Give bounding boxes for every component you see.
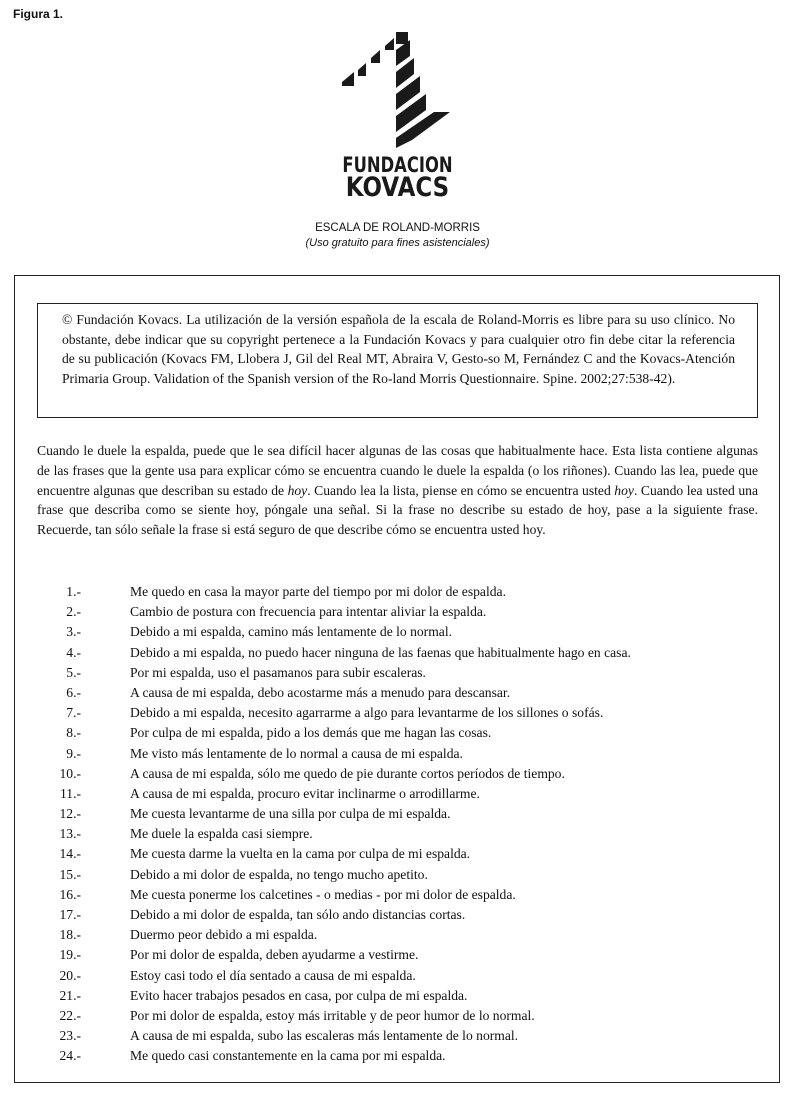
item-text: Debido a mi dolor de espalda, no tengo mucho apetito.: [130, 866, 428, 882]
list-item: [37, 986, 758, 1006]
scale-title: ESCALA DE ROLAND-MORRIS: [315, 222, 480, 234]
item-number: 19.-: [59, 947, 81, 963]
item-number: 20.-: [59, 967, 81, 983]
item-text: Me quedo en casa la mayor parte del tiempo por mi dolor de espalda.: [130, 584, 506, 599]
item-text: Debido a mi espalda, necesito agarrarme a algo para levantarme de los sillones o sofás.: [130, 705, 604, 721]
list-item: [37, 643, 758, 663]
item-text: Me cuesta ponerme los calcetines - o medias - por mi dolor de espalda.: [130, 886, 516, 902]
item-text: Por culpa de mi espalda, pido a los demás que me hagan las cosas.: [130, 725, 492, 741]
item-number: 24.-: [59, 1048, 81, 1064]
intro-text-3: . Cuando lea usted una frase que describa como se siente hoy, póngale una señal. Si la frase no describe su estado de hoy, pase a la siguiente frase. Recuerde, tan sólo señale la frase si está seguro de que describe cómo se encuentra usted hoy.: [37, 482, 758, 538]
item-text: Debido a mi dolor de espalda, tan sólo ando distancias cortas.: [130, 907, 466, 922]
figure-label: Figura 1.: [13, 7, 64, 21]
item-text: Me visto más lentamente de lo normal a causa de mi espalda.: [130, 745, 463, 761]
intro-text-2: . Cuando lea la lista, piense en cómo se encuentra usted: [307, 482, 615, 498]
brand-line-2: KOVACS: [345, 172, 450, 203]
copyright-notice: © Fundación Kovacs. La utilización de la versión española de la escala de Roland-Morris es libre para su uso clínico. No obstante, debe indicar que su copyright pertenece a la Fundación Kovacs y para cualquier otro fin debe citar la referencia de su publicación (Kovacs FM, Llobera J, Gil del Real MT, Abraira V, Gesto-so M, Fernández C and the Kovacs-Atención Primaria Group. Validation of the Spanish version of the Ro-land Morris Questionnaire. Spine. 2002;27:538-42).: [37, 303, 758, 418]
intro-emphasis-2: hoy: [614, 482, 634, 498]
intro-emphasis-1: hoy: [287, 482, 308, 498]
item-number: 22.-: [59, 1007, 81, 1023]
brand-line-1: FUNDACION: [342, 153, 453, 177]
list-item: [37, 804, 758, 824]
list-item: [37, 844, 758, 864]
item-text: Duermo peor debido a mi espalda.: [130, 927, 318, 943]
item-number: 3.-: [66, 624, 81, 640]
list-item: [37, 683, 758, 703]
item-text: Evito hacer trabajos pesados en casa, por culpa de mi espalda.: [130, 987, 468, 1003]
list-item: [37, 723, 758, 743]
list-item: [37, 925, 758, 945]
list-item: [37, 764, 758, 784]
item-text: A causa de mi espalda, subo las escaleras más lentamente de lo normal.: [130, 1028, 519, 1044]
item-text: Cambio de postura con frecuencia para intentar aliviar la espalda.: [130, 604, 487, 620]
item-number: 7.-: [66, 705, 81, 721]
list-item: [37, 1006, 758, 1026]
list-item: [37, 945, 758, 965]
item-number: 13.-: [59, 826, 81, 842]
item-text: Debido a mi espalda, no puedo hacer ninguna de las faenas que habitualmente hago en casa.: [130, 644, 631, 660]
item-number: 10.-: [59, 765, 81, 781]
list-item: [37, 885, 758, 905]
item-number: 23.-: [59, 1028, 81, 1044]
item-text: A causa de mi espalda, debo acostarme más a menudo para descansar.: [130, 684, 511, 700]
item-number: 17.-: [59, 907, 81, 922]
item-number: 21.-: [59, 987, 81, 1003]
item-number: 18.-: [59, 927, 81, 943]
item-number: 14.-: [59, 846, 81, 862]
item-number: 4.-: [66, 644, 81, 660]
fundacion-kovacs-logo: [338, 30, 458, 150]
item-number: 6.-: [66, 684, 81, 700]
list-item: [37, 865, 758, 885]
list-item: [37, 622, 758, 642]
item-number: 8.-: [66, 725, 81, 741]
item-number: 9.-: [66, 745, 81, 761]
item-text: Debido a mi espalda, camino más lentamente de lo normal.: [130, 624, 452, 640]
list-item: [37, 824, 758, 844]
item-text: A causa de mi espalda, sólo me quedo de pie durante cortos períodos de tiempo.: [130, 765, 565, 781]
item-number: 2.-: [66, 604, 81, 620]
list-item: [37, 966, 758, 986]
item-number: 5.-: [66, 664, 81, 680]
list-item: [37, 703, 758, 723]
item-number: 16.-: [59, 886, 81, 902]
item-number: 1.-: [66, 584, 81, 599]
scale-subtitle: (Uso gratuito para fines asistenciales): [305, 237, 490, 249]
item-text: Por mi dolor de espalda, deben ayudarme a vestirme.: [130, 947, 419, 963]
item-text: Por mi espalda, uso el pasamanos para subir escaleras.: [130, 664, 426, 680]
list-item: [37, 905, 758, 925]
list-item: [37, 784, 758, 804]
item-number: 11.-: [59, 785, 81, 801]
item-text: A causa de mi espalda, procuro evitar inclinarme o arrodillarme.: [130, 785, 480, 801]
intro-text-1: Cuando le duele la espalda, puede que le sea difícil hacer algunas de las cosas que habitualmente hace. Esta lista contiene algunas de las frases que la gente usa para explicar cómo se encuentra cuando le duele la espalda (o los riñones). Cuando las lea, puede que encuentre algunas que describan su estado de: [37, 443, 758, 498]
list-item: [37, 744, 758, 764]
instructions-paragraph: [37, 441, 758, 540]
item-text: Por mi dolor de espalda, estoy más irritable y de peor humor de lo normal.: [130, 1007, 535, 1023]
item-text: Me duele la espalda casi siempre.: [130, 826, 313, 842]
list-item: [37, 1026, 758, 1046]
list-item: [37, 582, 758, 602]
list-item: [37, 663, 758, 683]
list-item: [37, 602, 758, 622]
item-text: Me quedo casi constantemente en la cama por mi espalda.: [130, 1048, 446, 1064]
item-number: 12.-: [59, 806, 81, 822]
item-number: 15.-: [59, 866, 81, 882]
item-text: Me cuesta levantarme de una silla por culpa de mi espalda.: [130, 806, 451, 822]
item-text: Me cuesta darme la vuelta en la cama por culpa de mi espalda.: [130, 846, 471, 862]
item-text: Estoy casi todo el día sentado a causa de mi espalda.: [130, 967, 416, 983]
list-item: [37, 1046, 758, 1066]
questionnaire-items: [37, 582, 758, 1067]
